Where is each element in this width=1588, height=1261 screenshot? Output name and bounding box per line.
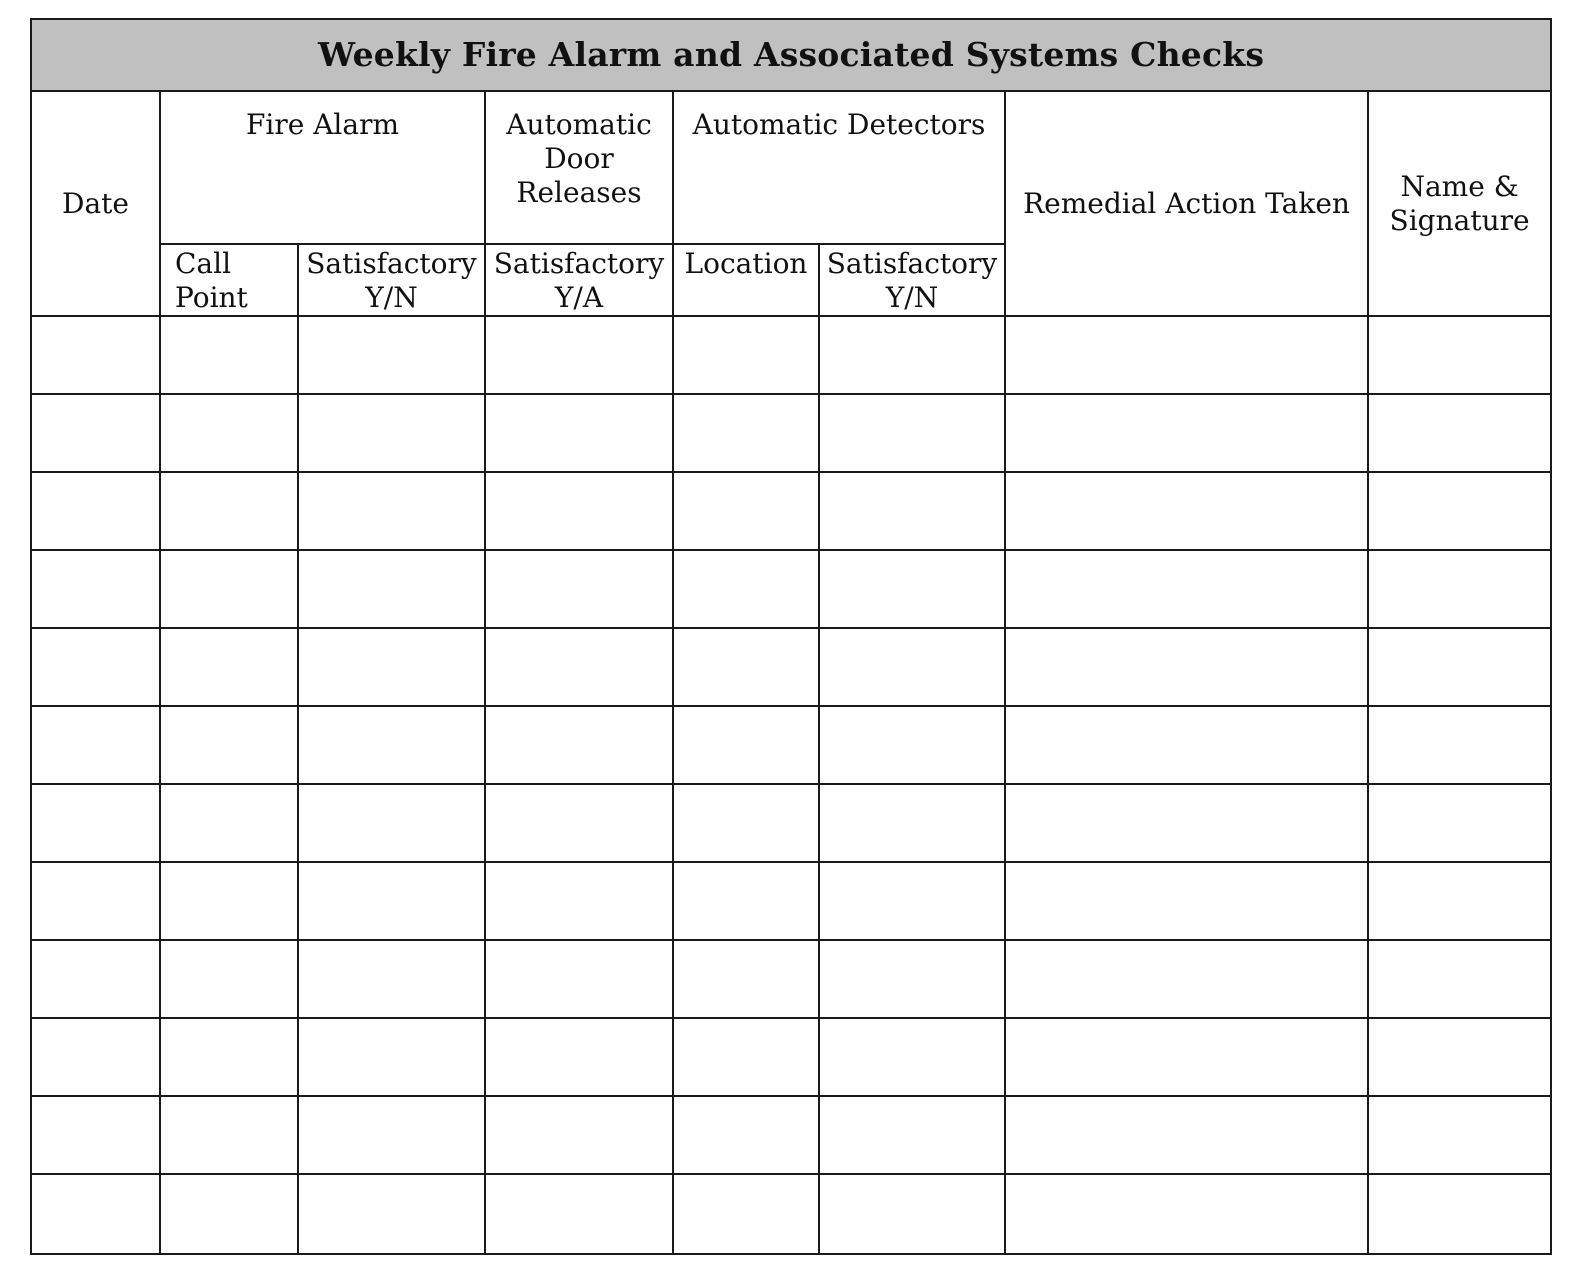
automatic-door-releases-header	[485, 91, 673, 244]
ad-satisfactory-line-1: Satisfactory	[826, 247, 998, 280]
location-subheader: Location	[673, 244, 819, 316]
detectors-satisfactory-cell[interactable]	[819, 628, 1005, 706]
location-cell[interactable]	[673, 472, 819, 550]
detectors-satisfactory-cell[interactable]	[819, 706, 1005, 784]
door-releases-satisfactory-cell[interactable]	[485, 1174, 673, 1254]
detectors-satisfactory-cell[interactable]	[819, 940, 1005, 1018]
door-releases-satisfactory-cell[interactable]	[485, 1018, 673, 1096]
date-cell[interactable]	[31, 316, 160, 394]
fire-alarm-satisfactory-cell[interactable]	[298, 1096, 485, 1174]
fire-alarm-check-form	[30, 18, 1552, 1255]
date-cell[interactable]	[31, 1018, 160, 1096]
table-row	[31, 940, 1551, 1018]
location-cell[interactable]	[673, 1174, 819, 1254]
detectors-satisfactory-cell[interactable]	[819, 550, 1005, 628]
table-row	[31, 628, 1551, 706]
remedial-action-cell[interactable]	[1005, 1018, 1368, 1096]
adr-header-line-1: Automatic	[506, 108, 652, 141]
form-body	[31, 316, 1551, 1254]
fire-alarm-satisfactory-cell[interactable]	[298, 784, 485, 862]
detectors-satisfactory-cell[interactable]	[819, 1096, 1005, 1174]
name-signature-cell[interactable]	[1368, 1174, 1551, 1254]
fire-alarm-satisfactory-cell[interactable]	[298, 628, 485, 706]
remedial-action-cell[interactable]	[1005, 784, 1368, 862]
remedial-action-cell[interactable]	[1005, 1096, 1368, 1174]
fire-alarm-satisfactory-cell[interactable]	[298, 706, 485, 784]
call-point-cell[interactable]	[160, 472, 298, 550]
name-signature-cell[interactable]	[1368, 628, 1551, 706]
name-signature-cell[interactable]	[1368, 316, 1551, 394]
detectors-satisfactory-cell[interactable]	[819, 784, 1005, 862]
name-signature-cell[interactable]	[1368, 940, 1551, 1018]
date-cell[interactable]	[31, 1096, 160, 1174]
door-releases-satisfactory-cell[interactable]	[485, 784, 673, 862]
call-point-cell[interactable]	[160, 628, 298, 706]
fa-satisfactory-line-2: Y/N	[365, 281, 418, 314]
table-row	[31, 316, 1551, 394]
ad-satisfactory-line-2: Y/N	[885, 281, 939, 314]
location-cell[interactable]	[673, 784, 819, 862]
date-header: Date	[31, 91, 160, 316]
door-releases-satisfactory-cell[interactable]	[485, 316, 673, 394]
detectors-satisfactory-cell[interactable]	[819, 472, 1005, 550]
remedial-action-header: Remedial Action Taken	[1005, 91, 1368, 316]
table-row	[31, 862, 1551, 940]
date-cell[interactable]	[31, 706, 160, 784]
call-point-cell[interactable]	[160, 1096, 298, 1174]
name-signature-cell[interactable]	[1368, 550, 1551, 628]
adr-satisfactory-line-1: Satisfactory	[493, 247, 665, 280]
call-point-cell[interactable]	[160, 784, 298, 862]
door-releases-satisfactory-cell[interactable]	[485, 1096, 673, 1174]
remedial-action-cell[interactable]	[1005, 940, 1368, 1018]
table-row	[31, 784, 1551, 862]
door-releases-satisfactory-cell[interactable]	[485, 472, 673, 550]
remedial-action-cell[interactable]	[1005, 862, 1368, 940]
name-signature-cell[interactable]	[1368, 1018, 1551, 1096]
table-row	[31, 1174, 1551, 1254]
name-signature-line-2: Signature	[1389, 203, 1530, 237]
door-releases-satisfactory-cell[interactable]	[485, 862, 673, 940]
date-cell[interactable]	[31, 394, 160, 472]
call-point-cell[interactable]	[160, 394, 298, 472]
call-point-cell[interactable]	[160, 316, 298, 394]
call-point-cell[interactable]	[160, 940, 298, 1018]
remedial-action-cell[interactable]	[1005, 550, 1368, 628]
table-row	[31, 1096, 1551, 1174]
name-signature-line-1: Name &	[1400, 169, 1519, 203]
location-cell[interactable]	[673, 1096, 819, 1174]
fire-alarm-satisfactory-subheader	[298, 244, 485, 316]
call-point-line-1: Call	[175, 247, 232, 280]
detectors-satisfactory-cell[interactable]	[819, 1174, 1005, 1254]
name-signature-cell[interactable]	[1368, 706, 1551, 784]
location-cell[interactable]	[673, 550, 819, 628]
table-row	[31, 394, 1551, 472]
call-point-subheader	[160, 244, 298, 316]
detectors-satisfactory-cell[interactable]	[819, 862, 1005, 940]
table-row	[31, 472, 1551, 550]
call-point-line-2: Point	[175, 281, 248, 314]
fire-alarm-satisfactory-cell[interactable]	[298, 862, 485, 940]
fire-alarm-satisfactory-cell[interactable]	[298, 550, 485, 628]
date-cell[interactable]	[31, 550, 160, 628]
date-cell[interactable]	[31, 472, 160, 550]
call-point-cell[interactable]	[160, 862, 298, 940]
call-point-cell[interactable]	[160, 1018, 298, 1096]
adr-satisfactory-line-2: Y/A	[554, 281, 604, 314]
location-cell[interactable]	[673, 628, 819, 706]
adr-header-line-2: Door	[544, 142, 614, 175]
door-releases-satisfactory-cell[interactable]	[485, 628, 673, 706]
date-cell[interactable]	[31, 628, 160, 706]
remedial-action-cell[interactable]	[1005, 316, 1368, 394]
door-releases-satisfactory-cell[interactable]	[485, 394, 673, 472]
name-signature-cell[interactable]	[1368, 394, 1551, 472]
fire-alarm-satisfactory-cell[interactable]	[298, 1174, 485, 1254]
fire-alarm-satisfactory-cell[interactable]	[298, 394, 485, 472]
door-releases-satisfactory-cell[interactable]	[485, 940, 673, 1018]
fire-alarm-satisfactory-cell[interactable]	[298, 940, 485, 1018]
remedial-action-cell[interactable]	[1005, 472, 1368, 550]
call-point-cell[interactable]	[160, 550, 298, 628]
location-cell[interactable]	[673, 940, 819, 1018]
location-cell[interactable]	[673, 706, 819, 784]
door-releases-satisfactory-cell[interactable]	[485, 706, 673, 784]
remedial-action-cell[interactable]	[1005, 1174, 1368, 1254]
call-point-cell[interactable]	[160, 1174, 298, 1254]
date-cell[interactable]	[31, 862, 160, 940]
fire-alarm-satisfactory-cell[interactable]	[298, 316, 485, 394]
fa-satisfactory-line-1: Satisfactory	[306, 247, 477, 280]
location-cell[interactable]	[673, 1018, 819, 1096]
detectors-satisfactory-cell[interactable]	[819, 1018, 1005, 1096]
remedial-action-cell[interactable]	[1005, 394, 1368, 472]
name-signature-cell[interactable]	[1368, 472, 1551, 550]
location-cell[interactable]	[673, 316, 819, 394]
remedial-action-cell[interactable]	[1005, 706, 1368, 784]
fire-alarm-satisfactory-cell[interactable]	[298, 472, 485, 550]
form-title: Weekly Fire Alarm and Associated Systems Checks	[31, 19, 1551, 91]
fire-alarm-satisfactory-cell[interactable]	[298, 1018, 485, 1096]
table-row	[31, 550, 1551, 628]
table-row	[31, 1018, 1551, 1096]
name-signature-cell[interactable]	[1368, 784, 1551, 862]
name-signature-cell[interactable]	[1368, 862, 1551, 940]
location-cell[interactable]	[673, 394, 819, 472]
remedial-action-cell[interactable]	[1005, 628, 1368, 706]
door-releases-satisfactory-subheader	[485, 244, 673, 316]
fire-alarm-header: Fire Alarm	[160, 91, 485, 244]
door-releases-satisfactory-cell[interactable]	[485, 550, 673, 628]
detectors-satisfactory-subheader	[819, 244, 1005, 316]
date-cell[interactable]	[31, 940, 160, 1018]
date-cell[interactable]	[31, 784, 160, 862]
name-signature-header	[1368, 91, 1551, 316]
detectors-satisfactory-cell[interactable]	[819, 394, 1005, 472]
call-point-cell[interactable]	[160, 706, 298, 784]
name-signature-cell[interactable]	[1368, 1096, 1551, 1174]
automatic-detectors-header: Automatic Detectors	[673, 91, 1005, 244]
adr-header-line-3: Releases	[516, 176, 642, 209]
location-cell[interactable]	[673, 862, 819, 940]
date-cell[interactable]	[31, 1174, 160, 1254]
table-row	[31, 706, 1551, 784]
detectors-satisfactory-cell[interactable]	[819, 316, 1005, 394]
